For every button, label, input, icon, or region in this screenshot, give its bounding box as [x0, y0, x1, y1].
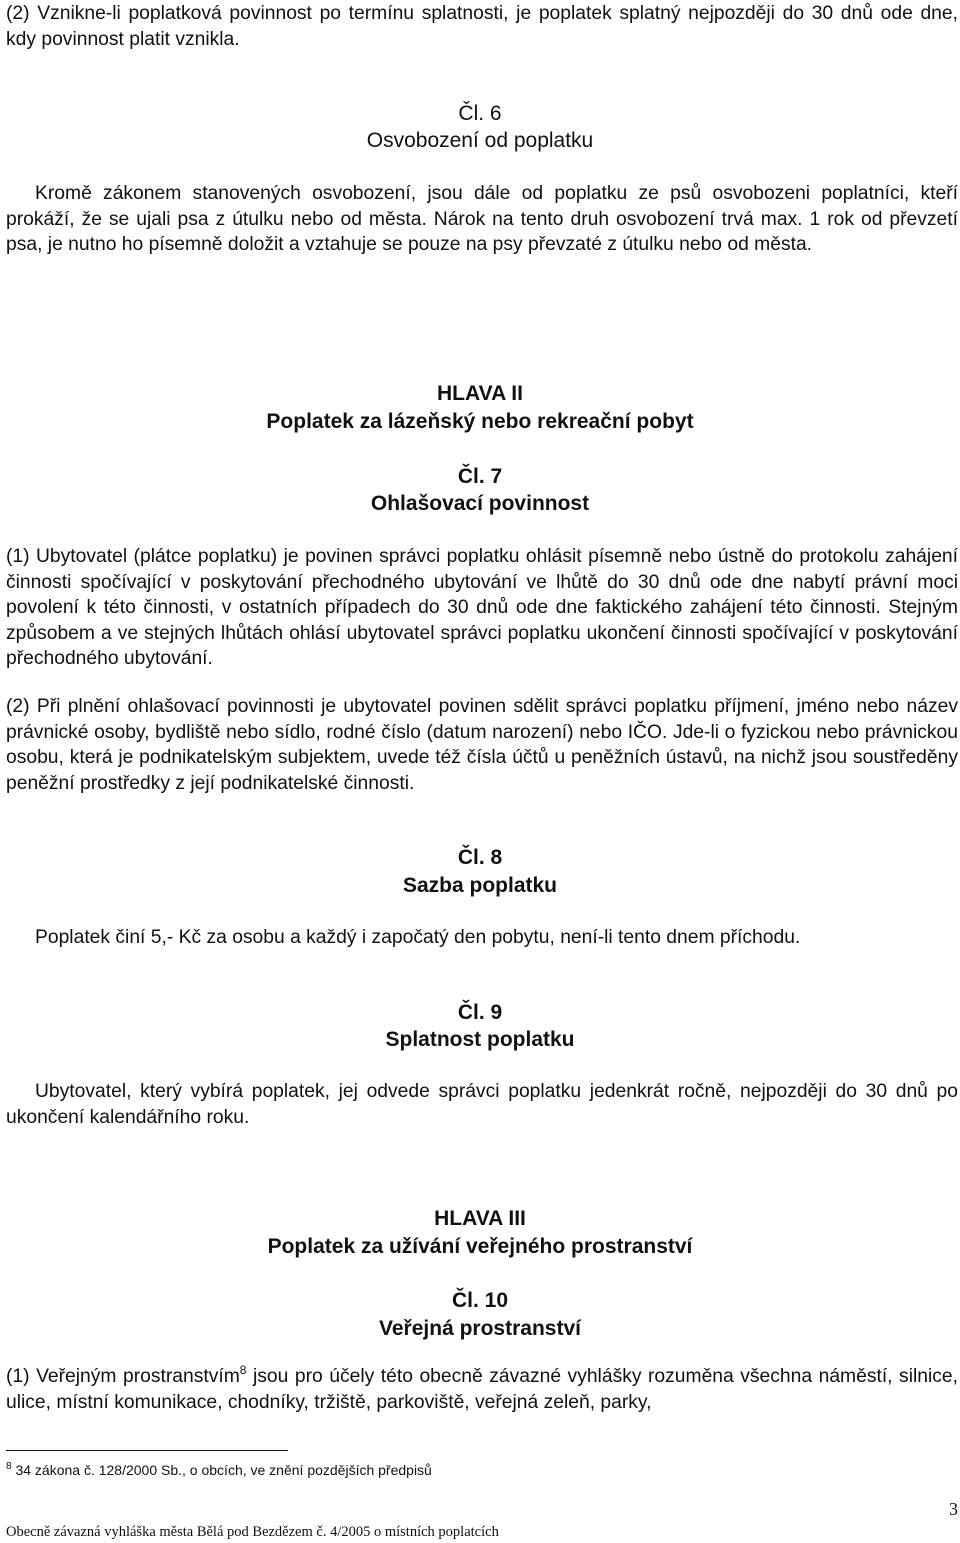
- article-10-text: [6, 1364, 958, 1415]
- article-7-paragraph-1: (1) Ubytovatel (plátce poplatku) je povinen správci poplatku ohlásit písemně nebo ústně do protokolu zahájení činnosti spočívající v poskytování přechodného ubytování ve lhůtě do 30 dnů ode dne nabytí právní moci povolení k této činnosti, v ostatních případech do 30 dnů ode dne faktického zahájení této činnosti. Stejným způsobem a ve stejných lhůtách ohlásí ubytovatel správci poplatku ukončení činnosti spočívající v poskytování přechodného ubytování.: [6, 546, 958, 669]
- footnote-text: 34 zákona č. 128/2000 Sb., o obcích, ve znění pozdějších předpisů: [11, 1462, 432, 1478]
- article-10-number: Čl. 10: [451, 1289, 509, 1312]
- chapter-2-title: Poplatek za lázeňský nebo rekreační pobyt: [266, 410, 694, 433]
- footnote: [6, 1460, 432, 1480]
- chapter-3-label: HLAVA III: [434, 1207, 526, 1230]
- article-10-text-rest: jsou pro účely této obecně závazné vyhlášky rozuměna všechna náměstí, silnice, ulice, místní komunikace, chodníky, tržiště, parkoviště, veřejná zeleň, parky,: [6, 1366, 958, 1413]
- article-10-title: Veřejná prostranství: [379, 1317, 581, 1340]
- page-number: 3: [949, 1499, 958, 1519]
- article-9-title: Splatnost poplatku: [385, 1028, 575, 1051]
- article-7-number: Čl. 7: [457, 465, 503, 488]
- footnote-reference: 8: [239, 1363, 247, 1377]
- article-6-number: Čl. 6: [458, 102, 502, 125]
- article-6-text: Kromě zákonem stanovených osvobození, jsou dále od poplatku ze psů osvobozeni poplatníci, kteří prokáží, že se ujali psa z útulku nebo od města. Nárok na tento druh osvobození trvá max. 1 rok od převzetí psa, je nutno ho písemně doložit a vztahuje se pouze na psy převzaté z útulku nebo od města.: [6, 183, 958, 255]
- article-9-text: Ubytovatel, který vybírá poplatek, jej odvede správci poplatku jedenkrát ročně, nejpozději do 30 dnů po ukončení kalendářního roku.: [6, 1081, 958, 1128]
- footnote-number: 8: [6, 1461, 12, 1472]
- article-7-title: Ohlašovací povinnost: [370, 492, 590, 515]
- paragraph-art5-2: (2) Vznikne-li poplatková povinnost po termínu splatnosti, je poplatek splatný nejpozději do 30 dnů ode dne, kdy povinnost platit vznikla.: [6, 3, 958, 50]
- article-8-number: Čl. 8: [457, 846, 503, 869]
- chapter-2-label: HLAVA II: [437, 382, 523, 405]
- footnote-divider: [6, 1450, 288, 1451]
- article-8-text: Poplatek činí 5,- Kč za osobu a každý i započatý den pobytu, není-li tento dnem příchodu.: [35, 927, 801, 948]
- footer-document-title: Obecně závazná vyhláška města Bělá pod Bezdězem č. 4/2005 o místních poplatcích: [6, 1524, 499, 1540]
- article-9-number: Čl. 9: [457, 1001, 503, 1024]
- chapter-3-title: Poplatek za užívání veřejného prostranství: [267, 1235, 693, 1258]
- article-8-title: Sazba poplatku: [402, 874, 558, 897]
- article-6-title: Osvobození od poplatku: [366, 129, 594, 152]
- article-7-paragraph-2: (2) Při plnění ohlašovací povinnosti je ubytovatel povinen sdělit správci poplatku příjmení, jméno nebo název právnické osoby, bydliště nebo sídlo, rodné číslo (datum narození) nebo IČO. Jde-li o fyzickou nebo právnickou osobu, která je podnikatelským subjektem, uvede též čísla účtů u peněžních ústavů, na nichž jsou soustředěny peněžní prostředky z její podnikatelské činnosti.: [6, 696, 958, 794]
- article-10-text-start: (1) Veřejným prostranstvím: [6, 1366, 240, 1387]
